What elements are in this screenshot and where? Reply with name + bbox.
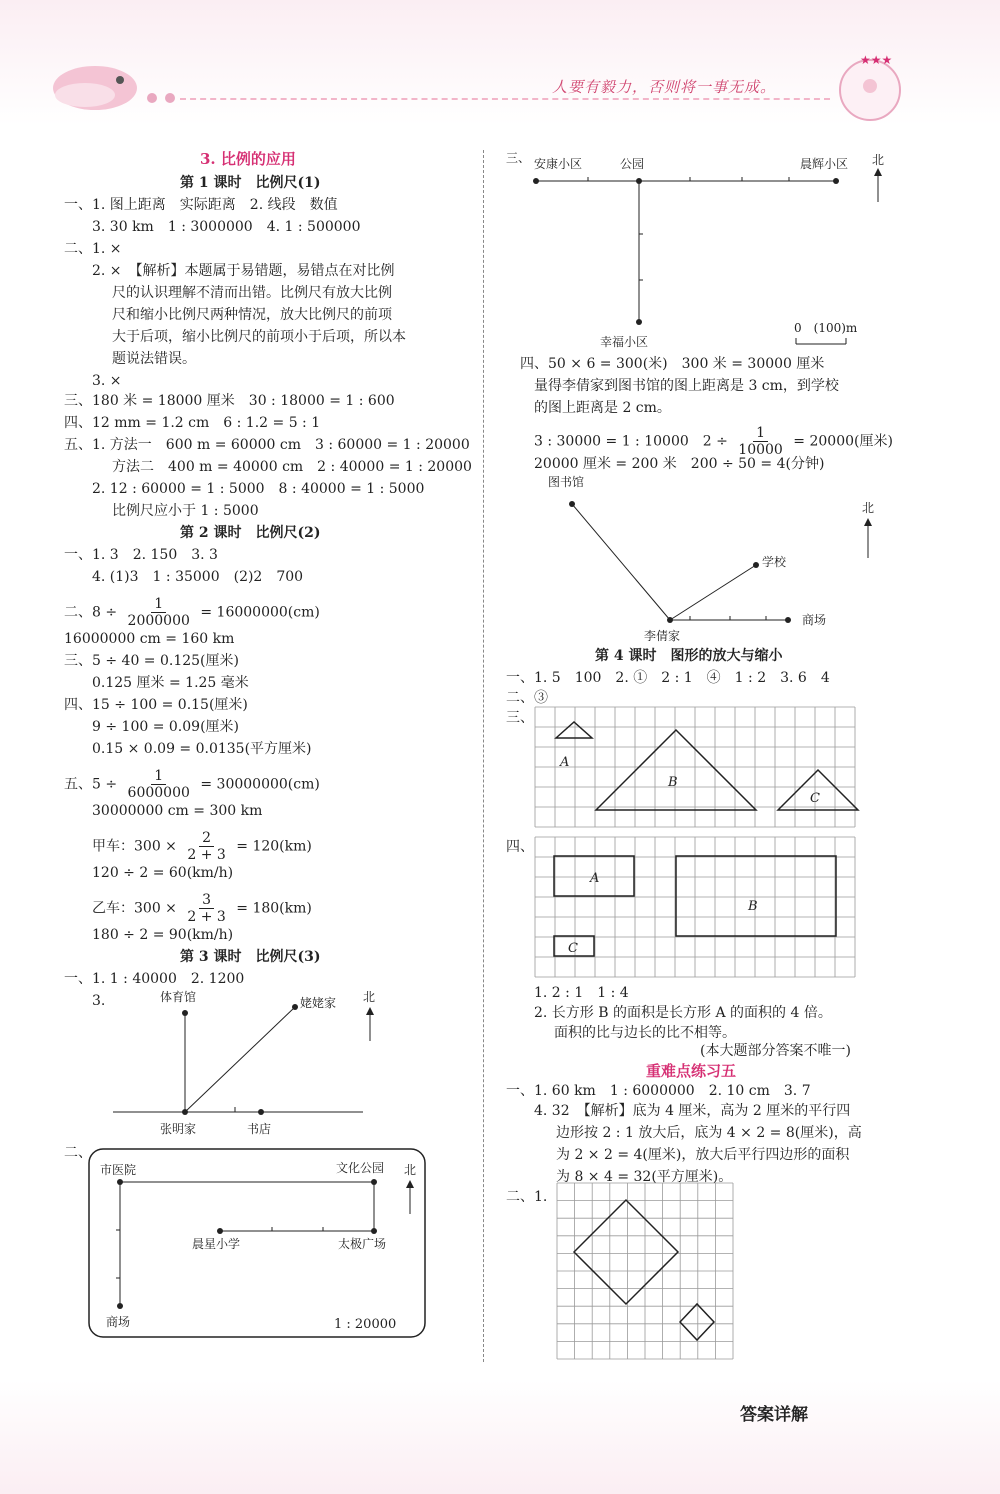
- left-line: 3. 30 km 1 : 3000000 4. 1 : 500000: [92, 219, 361, 235]
- left-line: 一、1. 图上距离 实际距离 2. 线段 数值: [64, 197, 338, 213]
- footer-label: 答案详解: [740, 1405, 808, 1425]
- grid1-label-b: B: [668, 775, 678, 790]
- left-fraction-line: [92, 830, 312, 863]
- left-line: 2. × 【解析】本题属于易错题，易错点在对比例: [92, 263, 395, 279]
- left-line: 9 ÷ 100 = 0.09(厘米): [92, 719, 239, 735]
- fraction-numerator: 1: [753, 425, 768, 442]
- left-line: 尺和缩小比例尺两种情况，放大比例尺的前项: [112, 307, 392, 323]
- left-line: 四、15 ÷ 100 = 0.15(厘米): [64, 697, 248, 713]
- left-line: 3. ×: [92, 373, 122, 389]
- left-line: 三、180 米 = 18000 厘米 30 : 18000 = 1 : 600: [64, 393, 395, 409]
- map3-ankang-label: 安康小区: [534, 157, 583, 171]
- fraction: [184, 892, 228, 925]
- right-line: 的图上距离是 2 cm。: [534, 400, 671, 416]
- fraction-denominator: 10000: [738, 442, 783, 458]
- fraction-denominator: 2000000: [127, 613, 190, 629]
- fraction: [184, 830, 228, 863]
- grid2-label-a: A: [590, 871, 600, 886]
- left-line: 0.15 × 0.09 = 0.0135(平方厘米): [92, 741, 312, 757]
- right-line: 2. 长方形 B 的面积是长方形 A 的面积的 4 倍。: [534, 1005, 832, 1021]
- left-line: 3. 比例的应用: [200, 150, 296, 168]
- grid-triangles: [534, 706, 864, 834]
- right-line: 四、50 × 6 = 300(米) 300 米 = 30000 厘米: [520, 356, 825, 372]
- fraction-denominator: 6000000: [127, 785, 190, 801]
- left-line: 二、: [64, 1145, 92, 1161]
- map2-park-label: 文化公园: [336, 1161, 385, 1175]
- map4-home-label: 李倩家: [644, 629, 681, 642]
- map4-mall-label: 商场: [802, 613, 827, 627]
- svg-text:★★★: ★★★: [860, 53, 893, 67]
- left-line: 尺的认识理解不清而出错。比例尺有放大比例: [112, 285, 392, 301]
- right-line: 一、1. 5 100 2. ① 2 : 1 ④ 1 : 2 3. 6 4: [506, 670, 830, 686]
- right-line: 重难点练习五: [646, 1062, 737, 1080]
- header-dashed-line: [180, 98, 830, 100]
- fraction-suffix: = 180(km): [231, 900, 312, 917]
- left-line: 大于后项，缩小比例尺的前项小于后项，所以本: [112, 329, 406, 345]
- map1-grandma-label: 姥姥家: [300, 996, 337, 1010]
- footer-band: [0, 1380, 1000, 1494]
- grid1-label-c: C: [810, 791, 820, 806]
- left-line: 180 ÷ 2 = 90(km/h): [92, 927, 234, 943]
- left-line: 4. (1)3 1 : 35000 (2)2 700: [92, 569, 304, 585]
- map2-plaza-label: 太极广场: [338, 1237, 387, 1251]
- map3-happy-label: 幸福小区: [600, 335, 649, 349]
- map-residential: [506, 148, 896, 358]
- fraction-prefix: 五、5 ÷: [64, 776, 122, 793]
- grid2-label-b: B: [748, 899, 758, 914]
- map4-library-label: 图书馆: [548, 475, 585, 489]
- right-line: 边形按 2 : 1 放大后，底为 4 × 2 = 8(厘米)，高: [556, 1125, 862, 1141]
- left-line: 0.125 厘米 = 1.25 毫米: [92, 675, 249, 691]
- fraction-numerator: 2: [199, 830, 214, 847]
- map1-bookstore-label: 书店: [247, 1122, 272, 1136]
- brand-badge-icon: [830, 52, 910, 126]
- fraction-suffix: = 30000000(cm): [195, 776, 320, 793]
- whale-icon: [40, 40, 240, 120]
- right-line: 二、③: [506, 690, 548, 706]
- fraction-numerator: 3: [199, 892, 214, 909]
- grid-rectangles: [534, 836, 864, 980]
- right-line: 4. 32 【解析】底为 4 厘米，高为 2 厘米的平行四: [534, 1103, 851, 1119]
- map4-north-label: 北: [862, 501, 875, 515]
- map-li-home: [540, 472, 890, 642]
- fraction-numerator: 1: [151, 596, 166, 613]
- map2-mall-label: 商场: [106, 1315, 131, 1329]
- fraction-suffix: = 120(km): [231, 838, 312, 855]
- right-line: 20000 厘米 = 200 米 200 ÷ 50 = 4(分钟): [534, 456, 825, 472]
- fraction-denominator: 2 + 3: [187, 847, 226, 863]
- map1-north-label: 北: [363, 990, 375, 1004]
- left-line: 五、1. 方法一 600 m = 60000 cm 3 : 60000 = 1 : 20000: [64, 437, 470, 453]
- fraction-denominator: 2 + 3: [187, 909, 226, 925]
- right-line: (本大题部分答案不唯一): [700, 1043, 851, 1059]
- map4-school-label: 学校: [762, 555, 787, 569]
- right-line: 为 2 × 2 = 4(厘米)，放大后平行四边形的面积: [556, 1147, 850, 1163]
- left-fraction-line: [64, 768, 320, 801]
- fraction-prefix: 甲车：300 ×: [92, 838, 182, 855]
- fraction: [125, 596, 193, 629]
- fraction-prefix: 二、8 ÷: [64, 604, 122, 621]
- left-line: 题说法错误。: [112, 351, 196, 367]
- map2-hospital-label: 市医院: [100, 1163, 137, 1177]
- map2-north-label: 北: [404, 1163, 417, 1177]
- left-line: 比例尺应小于 1 : 5000: [112, 503, 259, 519]
- grid2-label-c: C: [568, 941, 578, 956]
- left-line: 方法二 400 m = 40000 cm 2 : 40000 = 1 : 20000: [112, 459, 472, 475]
- right-line: 三、: [506, 710, 534, 726]
- left-line: 一、1. 1 : 40000 2. 1200: [64, 971, 245, 987]
- left-line: 2. 12 : 60000 = 1 : 5000 8 : 40000 = 1 : 5000: [92, 481, 425, 497]
- fraction-suffix: = 20000(厘米): [788, 433, 893, 450]
- right-line: 面积的比与边长的比不相等。: [554, 1025, 736, 1041]
- left-line: 第 3 课时 比例尺(3): [180, 949, 321, 965]
- left-line: 一、1. 3 2. 150 3. 3: [64, 547, 218, 563]
- header-motto: 人要有毅力，否则将一事无成。: [552, 78, 777, 96]
- column-divider: [483, 150, 484, 1362]
- left-line: 四、12 mm = 1.2 cm 6 : 1.2 = 5 : 1: [64, 415, 321, 431]
- right-line: 为 8 × 4 = 32(平方厘米)。: [556, 1169, 733, 1185]
- grid-squares: [556, 1182, 736, 1362]
- map3-section-label: 三、: [506, 151, 531, 165]
- left-line: 三、5 ÷ 40 = 0.125(厘米): [64, 653, 239, 669]
- map2-school-label: 晨星小学: [192, 1237, 241, 1251]
- map3-park-label: 公园: [620, 157, 645, 171]
- map-zhang-home: [105, 985, 375, 1145]
- fraction-prefix: 3 : 30000 = 1 : 10000 2 ÷: [534, 433, 733, 450]
- fraction: [125, 768, 193, 801]
- left-line: 120 ÷ 2 = 60(km/h): [92, 865, 234, 881]
- right-line: 一、1. 60 km 1 : 6000000 2. 10 cm 3. 7: [506, 1083, 811, 1099]
- map3-scale-label: 0 (100)m: [794, 321, 858, 335]
- fraction: [735, 425, 786, 458]
- map2-scale-label: 1 : 20000: [334, 1317, 397, 1332]
- right-line: 二、1.: [506, 1189, 548, 1205]
- left-line: 30000000 cm = 300 km: [92, 803, 263, 819]
- map-city-box: [88, 1148, 428, 1340]
- left-line: 第 1 课时 比例尺(1): [180, 175, 321, 191]
- fraction-prefix: 乙车：300 ×: [92, 900, 182, 917]
- fraction-suffix: = 16000000(cm): [195, 604, 320, 621]
- map3-north-label: 北: [872, 153, 885, 167]
- header-logo: [40, 40, 240, 124]
- left-fraction-line: [92, 892, 312, 925]
- left-line: 二、1. ×: [64, 241, 122, 257]
- grid1-label-a: A: [560, 755, 570, 770]
- left-line: 第 2 课时 比例尺(2): [180, 525, 321, 541]
- right-line: 1. 2 : 1 1 : 4: [534, 985, 629, 1001]
- right-line: 四、: [506, 839, 534, 855]
- map3-chenhui-label: 晨辉小区: [800, 157, 849, 171]
- right-line: 第 4 课时 图形的放大与缩小: [595, 648, 783, 664]
- left-line: 3.: [92, 993, 106, 1009]
- left-fraction-line: [64, 596, 320, 629]
- left-line: 16000000 cm = 160 km: [64, 631, 235, 647]
- map1-gym-label: 体育馆: [160, 990, 197, 1004]
- right-line: 量得李倩家到图书馆的图上距离是 3 cm，到学校: [534, 378, 839, 394]
- right-fraction-line: [534, 425, 893, 458]
- map1-zhang-label: 张明家: [160, 1122, 197, 1136]
- fraction-numerator: 1: [151, 768, 166, 785]
